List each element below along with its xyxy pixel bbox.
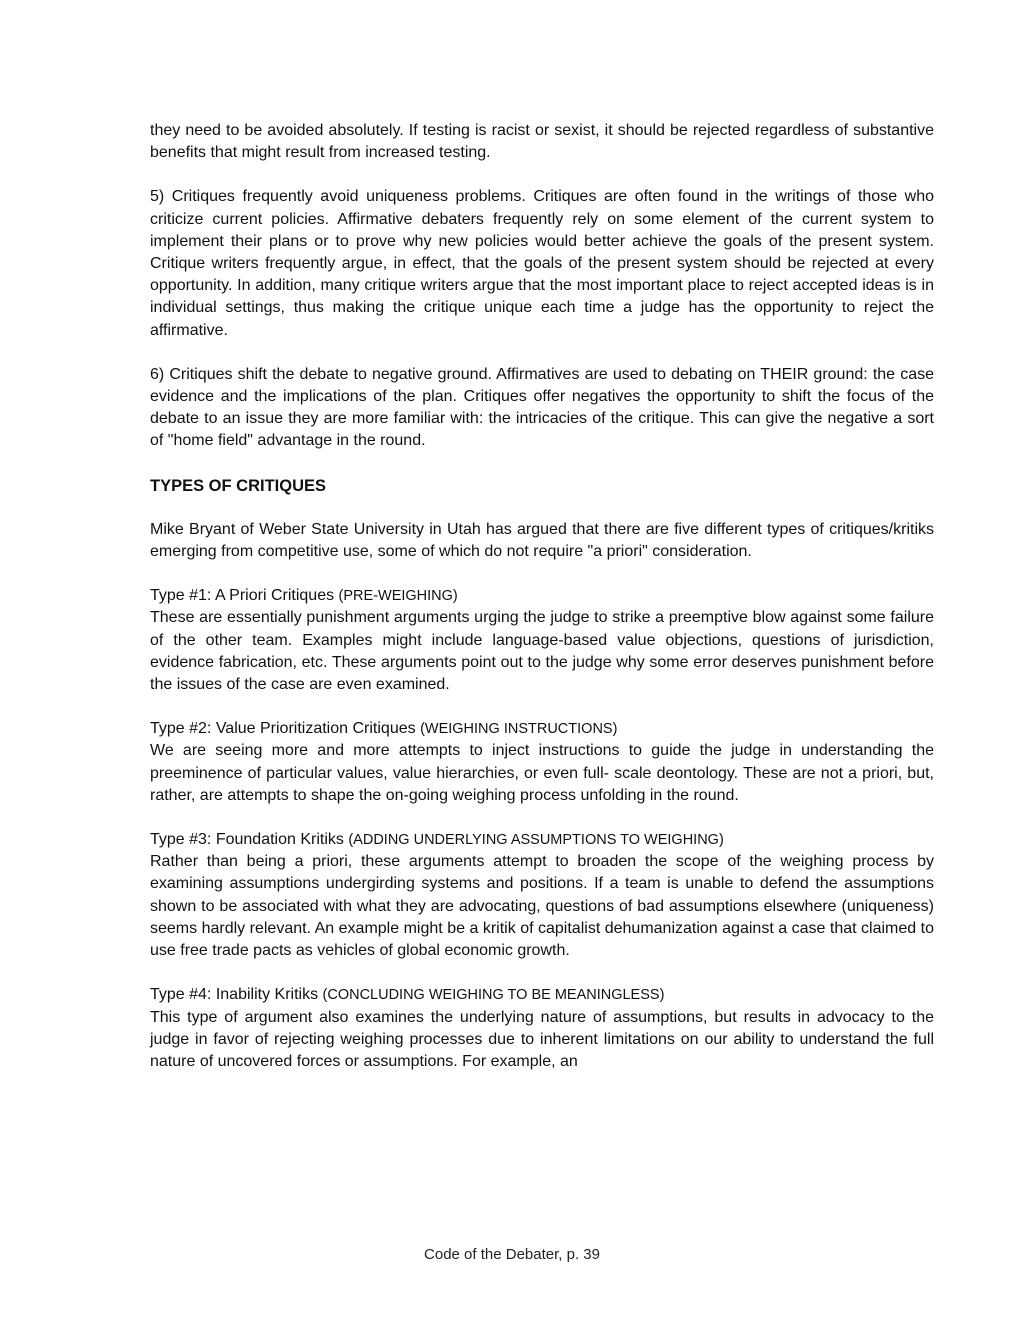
type-3-title-caps: (ADDING UNDERLYING ASSUMPTIONS TO WEIGHING) xyxy=(348,832,724,849)
type-1-title xyxy=(150,585,934,607)
paragraph-continuation: they need to be avoided absolutely. If testing is racist or sexist, it should be rejected regardless of substantive benefits that might result from increased testing. xyxy=(150,122,934,162)
type-2-title-caps: (WEIGHING INSTRUCTIONS) xyxy=(420,721,618,738)
type-2-block xyxy=(150,718,934,807)
type-1-body: These are essentially punishment arguments urging the judge to strike a preemptive blow against some failure of the other team. Examples might include language-based value objections, questions of jurisdiction, evidence fabrication, etc. These arguments point out to the judge why some error deserves punishment before the issues of the case are even examined. xyxy=(150,609,934,694)
type-2-title-text: Type #2: Value Prioritization Critiques xyxy=(150,720,416,738)
page-footer: Code of the Debater, p. 39 xyxy=(424,1246,600,1263)
type-1-block xyxy=(150,585,934,696)
type-3-title xyxy=(150,829,934,851)
type-4-title-caps: (CONCLUDING WEIGHING TO BE MEANINGLESS) xyxy=(322,987,665,1004)
type-1-title-caps: (PRE-WEIGHING) xyxy=(338,588,458,605)
type-3-body: Rather than being a priori, these arguments attempt to broaden the scope of the weighing process by examining assumptions undergirding systems and positions. If a team is unable to defend the assumptions shown to be associated with what they are advocating, questions of bad assumptions elsewhere (uniqueness) seems hardly relevant. An example might be a kritik of capitalist dehumanization against a case that claimed to use free trade pacts as vehicles of global economic growth. xyxy=(150,853,934,960)
type-4-title-text: Type #4: Inability Kritiks xyxy=(150,986,319,1004)
type-4-block xyxy=(150,984,934,1073)
type-2-title xyxy=(150,718,934,740)
section-heading: TYPES OF CRITIQUES xyxy=(150,476,327,495)
type-1-title-text: Type #1: A Priori Critiques xyxy=(150,587,335,605)
type-4-title xyxy=(150,984,934,1006)
type-3-title-text: Type #3: Foundation Kritiks xyxy=(150,831,344,849)
paragraph-intro: Mike Bryant of Weber State University in Utah has argued that there are five different types of critiques/kritiks emerging from competitive use, some of which do not require "a priori" consideration. xyxy=(150,520,934,561)
paragraph-point-6: 6) Critiques shift the debate to negative ground. Affirmatives are used to debating on THEIR ground: the case evidence and the implications of the plan. Critiques offer negatives the opportunity to shift the focus of the debate to an issue they are more familiar with: the intricacies of the critique. This can give the negative a sort of "home field" advantage in the round. xyxy=(150,365,934,450)
page-content xyxy=(150,120,934,1073)
type-4-body: This type of argument also examines the underlying nature of assumptions, but results in advocacy to the judge in favor of rejecting weighing processes due to inherent limitations on our ability to understand the full nature of uncovered forces or assumptions. For example, an xyxy=(150,1008,934,1070)
type-3-block xyxy=(150,829,934,962)
paragraph-point-5: 5) Critiques frequently avoid uniqueness problems. Critiques are often found in the writings of those who criticize current policies. Affirmative debaters frequently rely on some element of the current system to implement their plans or to prove why new policies would better achieve the goals of the present system. Critique writers frequently argue, in effect, that the goals of the present system should be rejected at every opportunity. In addition, many critique writers argue that the most important place to reject accepted ideas is in individual settings, thus making the critique unique each time a judge has the opportunity to reject the affirmative. xyxy=(150,188,934,339)
type-2-body: We are seeing more and more attempts to inject instructions to guide the judge in understanding the preeminence of particular values, value hierarchies, or even full- scale deontology. These are not a priori, but, rather, are attempts to shape the on-going weighing process unfolding in the round. xyxy=(150,742,934,804)
